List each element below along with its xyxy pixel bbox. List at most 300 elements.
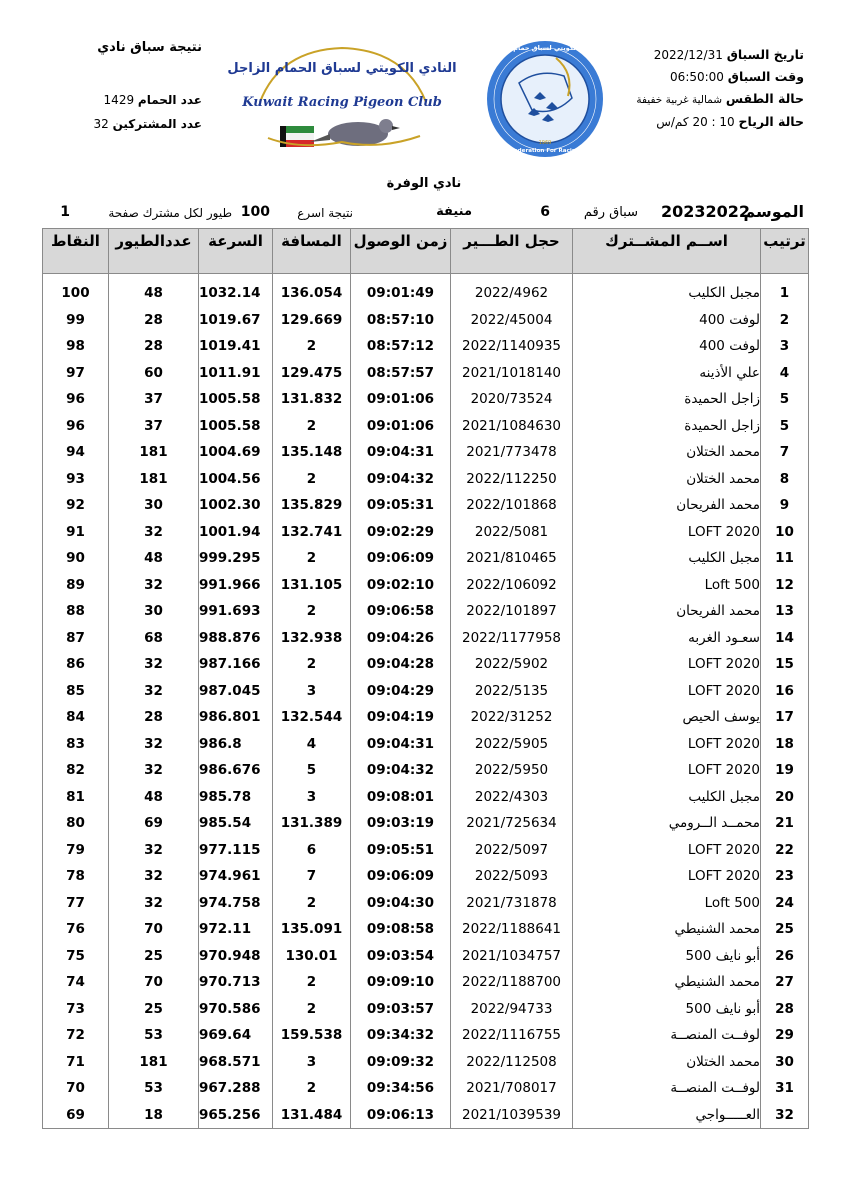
cell-ring: 2022/1188700 — [451, 969, 573, 996]
cell-ring: 2021/773478 — [451, 439, 573, 466]
cell-points: 94 — [43, 439, 109, 466]
cell-birds: 18 — [109, 1102, 199, 1129]
table-row — [43, 678, 809, 705]
cell-points: 86 — [43, 651, 109, 678]
club-name: نادي الوفرة — [386, 176, 462, 191]
cell-participant: محمد الشنيطي — [573, 969, 761, 996]
cell-speed: 1011.91 — [199, 360, 273, 387]
cell-birds: 30 — [109, 492, 199, 519]
cell-rank: 2 — [761, 307, 809, 334]
cell-speed: 985.54 — [199, 810, 273, 837]
cell-speed: 974.758 — [199, 890, 273, 917]
cell-distance: 5 — [273, 757, 351, 784]
federation-logo-arabic: الاتحاد الكويتي لسباق حمام الزاجل — [489, 44, 601, 52]
cell-speed: 974.961 — [199, 863, 273, 890]
cell-distance: 2 — [273, 333, 351, 360]
cell-ring: 2022/45004 — [451, 307, 573, 334]
club-logo-arabic: النادي الكويتي لسباق الحمام الزاجل — [227, 61, 457, 76]
cell-birds: 32 — [109, 651, 199, 678]
cell-birds: 53 — [109, 1022, 199, 1049]
cell-participant: LOFT 2020 — [573, 678, 761, 705]
cell-participant: زاجل الحميدة — [573, 413, 761, 440]
cell-rank: 24 — [761, 890, 809, 917]
cell-distance: 2 — [273, 598, 351, 625]
cell-participant: زاجل الحميدة — [573, 386, 761, 413]
cell-birds: 32 — [109, 519, 199, 546]
cell-rank: 28 — [761, 996, 809, 1023]
cell-ring: 2022/1188641 — [451, 916, 573, 943]
cell-ring: 2021/1018140 — [451, 360, 573, 387]
cell-participant: مجبل الكليب — [573, 784, 761, 811]
cell-rank: 25 — [761, 916, 809, 943]
cell-speed: 1032.14 — [199, 280, 273, 307]
cell-rank: 9 — [761, 492, 809, 519]
cell-ring: 2022/112508 — [451, 1049, 573, 1076]
cell-rank: 15 — [761, 651, 809, 678]
cell-points: 75 — [43, 943, 109, 970]
cell-points: 69 — [43, 1102, 109, 1129]
cell-ring: 2021/731878 — [451, 890, 573, 917]
cell-arrival-time: 09:06:09 — [351, 863, 451, 890]
cell-participant: Loft 500 — [573, 890, 761, 917]
table-row — [43, 280, 809, 307]
wind-value: 10 : 20 كم/س — [656, 115, 735, 129]
cell-rank: 31 — [761, 1075, 809, 1102]
cell-speed: 986.676 — [199, 757, 273, 784]
cell-points: 97 — [43, 360, 109, 387]
cell-distance: 131.484 — [273, 1102, 351, 1129]
results-table — [42, 228, 809, 1129]
race-time: 06:50:00 — [670, 70, 724, 84]
cell-birds: 32 — [109, 757, 199, 784]
cell-distance: 129.669 — [273, 307, 351, 334]
cell-rank: 19 — [761, 757, 809, 784]
cell-arrival-time: 09:05:51 — [351, 837, 451, 864]
cell-rank: 1 — [761, 280, 809, 307]
cell-participant: محمد الفريحان — [573, 492, 761, 519]
table-row — [43, 757, 809, 784]
cell-participant: محمد الشنيطي — [573, 916, 761, 943]
table-row — [43, 784, 809, 811]
cell-points: 89 — [43, 572, 109, 599]
cell-arrival-time: 09:08:01 — [351, 784, 451, 811]
cell-points: 96 — [43, 386, 109, 413]
cell-ring: 2021/1034757 — [451, 943, 573, 970]
col-points-header: النقاط — [43, 229, 109, 274]
cell-speed: 988.876 — [199, 625, 273, 652]
cell-distance: 7 — [273, 863, 351, 890]
cell-rank: 14 — [761, 625, 809, 652]
cell-rank: 3 — [761, 333, 809, 360]
cell-speed: 1004.69 — [199, 439, 273, 466]
cell-speed: 986.8 — [199, 731, 273, 758]
cell-participant: LOFT 2020 — [573, 757, 761, 784]
cell-birds: 181 — [109, 466, 199, 493]
cell-distance: 135.829 — [273, 492, 351, 519]
race-number-label: سباق رقم — [583, 205, 638, 220]
cell-rank: 20 — [761, 784, 809, 811]
table-row — [43, 545, 809, 572]
table-row — [43, 890, 809, 917]
cell-arrival-time: 09:06:13 — [351, 1102, 451, 1129]
cell-arrival-time: 09:04:30 — [351, 890, 451, 917]
cell-participant: محمد الختلان — [573, 466, 761, 493]
cell-rank: 32 — [761, 1102, 809, 1129]
cell-arrival-time: 09:03:54 — [351, 943, 451, 970]
cell-arrival-time: 09:01:49 — [351, 280, 451, 307]
cell-speed: 1002.30 — [199, 492, 273, 519]
participants-count-line — [82, 117, 202, 131]
cell-points: 70 — [43, 1075, 109, 1102]
cell-arrival-time: 09:09:32 — [351, 1049, 451, 1076]
cell-speed: 977.115 — [199, 837, 273, 864]
cell-birds: 32 — [109, 890, 199, 917]
table-row — [43, 1075, 809, 1102]
cell-ring: 2022/101868 — [451, 492, 573, 519]
cell-points: 82 — [43, 757, 109, 784]
cell-distance: 4 — [273, 731, 351, 758]
pigeons-count: 1429 — [103, 93, 135, 107]
cell-ring: 2022/5097 — [451, 837, 573, 864]
cell-birds: 25 — [109, 943, 199, 970]
cell-participant: العـــــواجي — [573, 1102, 761, 1129]
cell-distance: 131.389 — [273, 810, 351, 837]
cell-participant: لوفت 400 — [573, 333, 761, 360]
per-participant-label: طيور لكل مشترك صفحة — [108, 206, 232, 220]
cell-participant: محمد الختلان — [573, 1049, 761, 1076]
wind-label: حالة الرياح — [738, 114, 804, 129]
cell-participant: لوفــت المنصــة — [573, 1075, 761, 1102]
table-row — [43, 386, 809, 413]
cell-participant: مجبل الكليب — [573, 280, 761, 307]
cell-rank: 5 — [761, 413, 809, 440]
cell-rank: 23 — [761, 863, 809, 890]
cell-speed: 985.78 — [199, 784, 273, 811]
cell-distance: 2 — [273, 996, 351, 1023]
cell-arrival-time: 09:01:06 — [351, 413, 451, 440]
cell-speed: 968.571 — [199, 1049, 273, 1076]
cell-participant: محمد الفريحان — [573, 598, 761, 625]
table-row — [43, 333, 809, 360]
cell-points: 73 — [43, 996, 109, 1023]
table-row — [43, 466, 809, 493]
cell-points: 96 — [43, 413, 109, 440]
cell-birds: 60 — [109, 360, 199, 387]
cell-birds: 70 — [109, 916, 199, 943]
page-number: 1 — [60, 204, 70, 220]
cell-points: 81 — [43, 784, 109, 811]
cell-distance: 135.148 — [273, 439, 351, 466]
cell-participant: يوسف الحيص — [573, 704, 761, 731]
cell-birds: 28 — [109, 307, 199, 334]
cell-participant: Loft 500 — [573, 572, 761, 599]
cell-birds: 70 — [109, 969, 199, 996]
result-count: 100 — [240, 204, 270, 220]
cell-speed: 1019.41 — [199, 333, 273, 360]
cell-birds: 48 — [109, 784, 199, 811]
col-rank-header: ترتيب — [761, 229, 809, 274]
cell-birds: 30 — [109, 598, 199, 625]
cell-ring: 2021/1084630 — [451, 413, 573, 440]
cell-distance: 6 — [273, 837, 351, 864]
cell-arrival-time: 09:05:31 — [351, 492, 451, 519]
cell-birds: 181 — [109, 439, 199, 466]
cell-ring: 2022/101897 — [451, 598, 573, 625]
weather-value: شمالية غربية خفيفة — [636, 94, 723, 106]
cell-speed: 969.64 — [199, 1022, 273, 1049]
cell-rank: 12 — [761, 572, 809, 599]
cell-ring: 2022/5950 — [451, 757, 573, 784]
col-name-header: اســم المشــترك — [573, 229, 761, 274]
cell-distance: 132.544 — [273, 704, 351, 731]
cell-points: 76 — [43, 916, 109, 943]
table-row — [43, 519, 809, 546]
summary-block — [82, 40, 202, 131]
cell-birds: 32 — [109, 572, 199, 599]
cell-rank: 18 — [761, 731, 809, 758]
cell-distance: 129.475 — [273, 360, 351, 387]
cell-speed: 1019.67 — [199, 307, 273, 334]
table-row — [43, 598, 809, 625]
table-row — [43, 943, 809, 970]
cell-ring: 2022/4962 — [451, 280, 573, 307]
cell-participant: محمد الختلان — [573, 439, 761, 466]
cell-birds: 69 — [109, 810, 199, 837]
col-ring-header: حجل الطـــير — [451, 229, 573, 274]
cell-rank: 22 — [761, 837, 809, 864]
cell-speed: 970.713 — [199, 969, 273, 996]
table-row — [43, 360, 809, 387]
cell-arrival-time: 09:34:56 — [351, 1075, 451, 1102]
cell-distance: 132.741 — [273, 519, 351, 546]
club-logo — [227, 42, 457, 154]
cell-speed: 965.256 — [199, 1102, 273, 1129]
cell-ring: 2022/5902 — [451, 651, 573, 678]
cell-speed: 1001.94 — [199, 519, 273, 546]
federation-logo-year: 1969 — [538, 140, 552, 146]
race-time-label: وقت السباق — [727, 69, 804, 84]
cell-arrival-time: 09:08:58 — [351, 916, 451, 943]
cell-distance: 3 — [273, 678, 351, 705]
table-row — [43, 1022, 809, 1049]
cell-distance: 3 — [273, 1049, 351, 1076]
table-header-row — [43, 229, 809, 274]
cell-participant: محمــد الــرومي — [573, 810, 761, 837]
cell-rank: 10 — [761, 519, 809, 546]
table-row — [43, 837, 809, 864]
cell-distance: 2 — [273, 545, 351, 572]
cell-ring: 2021/708017 — [451, 1075, 573, 1102]
cell-participant: LOFT 2020 — [573, 651, 761, 678]
cell-birds: 32 — [109, 837, 199, 864]
cell-points: 71 — [43, 1049, 109, 1076]
results-body — [43, 274, 809, 1129]
race-number: 6 — [540, 204, 550, 220]
pigeons-label: عدد الحمام — [137, 93, 202, 107]
cell-rank: 5 — [761, 386, 809, 413]
cell-birds: 68 — [109, 625, 199, 652]
cell-birds: 32 — [109, 731, 199, 758]
cell-points: 92 — [43, 492, 109, 519]
club-logo-english: Kuwait Racing Pigeon Club — [242, 95, 442, 110]
cell-rank: 7 — [761, 439, 809, 466]
cell-arrival-time: 09:04:31 — [351, 439, 451, 466]
cell-rank: 13 — [761, 598, 809, 625]
cell-participant: سعـود الغربه — [573, 625, 761, 652]
cell-ring: 2021/725634 — [451, 810, 573, 837]
cell-rank: 4 — [761, 360, 809, 387]
season-value: 20232022 — [660, 202, 750, 221]
cell-arrival-time: 09:04:29 — [351, 678, 451, 705]
cell-participant: لوفت 400 — [573, 307, 761, 334]
cell-speed: 991.966 — [199, 572, 273, 599]
cell-arrival-time: 08:57:57 — [351, 360, 451, 387]
cell-points: 84 — [43, 704, 109, 731]
participants-label: عدد المشتركين — [112, 117, 202, 131]
cell-ring: 2022/31252 — [451, 704, 573, 731]
cell-arrival-time: 09:04:32 — [351, 757, 451, 784]
season-label: الموسم — [743, 202, 804, 221]
table-row — [43, 1102, 809, 1129]
race-location: منيفة — [436, 204, 472, 219]
cell-speed: 991.693 — [199, 598, 273, 625]
cell-speed: 972.11 — [199, 916, 273, 943]
cell-arrival-time: 09:02:10 — [351, 572, 451, 599]
federation-logo-english: Kuwait Federation For Racing Pigeon — [486, 148, 604, 154]
cell-birds: 25 — [109, 996, 199, 1023]
cell-points: 78 — [43, 863, 109, 890]
cell-ring: 2022/5093 — [451, 863, 573, 890]
cell-speed: 967.288 — [199, 1075, 273, 1102]
pigeons-count-line — [82, 93, 202, 107]
cell-arrival-time: 09:04:32 — [351, 466, 451, 493]
cell-points: 91 — [43, 519, 109, 546]
cell-distance: 132.938 — [273, 625, 351, 652]
cell-rank: 29 — [761, 1022, 809, 1049]
table-row — [43, 307, 809, 334]
cell-points: 99 — [43, 307, 109, 334]
cell-birds: 28 — [109, 704, 199, 731]
cell-participant: علي الأذينه — [573, 360, 761, 387]
cell-speed: 1005.58 — [199, 413, 273, 440]
table-row — [43, 572, 809, 599]
cell-arrival-time: 09:34:32 — [351, 1022, 451, 1049]
table-row — [43, 625, 809, 652]
table-row — [43, 413, 809, 440]
cell-distance: 130.01 — [273, 943, 351, 970]
table-row — [43, 492, 809, 519]
cell-rank: 16 — [761, 678, 809, 705]
cell-speed: 987.045 — [199, 678, 273, 705]
cell-ring: 2022/112250 — [451, 466, 573, 493]
cell-birds: 37 — [109, 413, 199, 440]
cell-ring: 2022/5081 — [451, 519, 573, 546]
wind-line — [636, 111, 804, 133]
cell-distance: 2 — [273, 1075, 351, 1102]
weather-label: حالة الطقس — [725, 91, 804, 106]
cell-birds: 32 — [109, 678, 199, 705]
race-date-line — [636, 44, 804, 66]
cell-birds: 48 — [109, 280, 199, 307]
cell-points: 100 — [43, 280, 109, 307]
cell-participant: LOFT 2020 — [573, 731, 761, 758]
cell-points: 93 — [43, 466, 109, 493]
col-birds-header: عددالطيور — [109, 229, 199, 274]
cell-ring: 2022/1116755 — [451, 1022, 573, 1049]
participants-count: 32 — [93, 117, 109, 131]
cell-rank: 8 — [761, 466, 809, 493]
col-distance-header: المسافة — [273, 229, 351, 274]
cell-arrival-time: 09:06:58 — [351, 598, 451, 625]
col-arrival-header: زمن الوصول — [351, 229, 451, 274]
cell-birds: 28 — [109, 333, 199, 360]
table-row — [43, 916, 809, 943]
cell-ring: 2022/106092 — [451, 572, 573, 599]
table-row — [43, 704, 809, 731]
cell-distance: 131.832 — [273, 386, 351, 413]
race-date-label: تاريخ السباق — [726, 47, 804, 62]
cell-points: 98 — [43, 333, 109, 360]
cell-birds: 37 — [109, 386, 199, 413]
cell-rank: 11 — [761, 545, 809, 572]
table-row — [43, 863, 809, 890]
table-row — [43, 651, 809, 678]
cell-ring: 2022/1177958 — [451, 625, 573, 652]
cell-rank: 27 — [761, 969, 809, 996]
cell-distance: 136.054 — [273, 280, 351, 307]
cell-ring: 2021/810465 — [451, 545, 573, 572]
cell-arrival-time: 08:57:10 — [351, 307, 451, 334]
table-row — [43, 996, 809, 1023]
cell-distance: 135.091 — [273, 916, 351, 943]
cell-participant: LOFT 2020 — [573, 519, 761, 546]
cell-distance: 2 — [273, 969, 351, 996]
table-row — [43, 439, 809, 466]
federation-logo — [484, 38, 606, 160]
cell-speed: 999.295 — [199, 545, 273, 572]
table-row — [43, 969, 809, 996]
cell-rank: 26 — [761, 943, 809, 970]
cell-ring: 2020/73524 — [451, 386, 573, 413]
cell-points: 77 — [43, 890, 109, 917]
cell-speed: 1004.56 — [199, 466, 273, 493]
cell-distance: 159.538 — [273, 1022, 351, 1049]
cell-participant: أبو نايف 500 — [573, 996, 761, 1023]
cell-ring: 2022/1140935 — [451, 333, 573, 360]
cell-speed: 970.586 — [199, 996, 273, 1023]
cell-points: 72 — [43, 1022, 109, 1049]
race-date: 2022/12/31 — [653, 48, 723, 62]
cell-speed: 986.801 — [199, 704, 273, 731]
cell-rank: 21 — [761, 810, 809, 837]
cell-participant: مجبل الكليب — [573, 545, 761, 572]
cell-distance: 3 — [273, 784, 351, 811]
cell-distance: 2 — [273, 890, 351, 917]
table-row — [43, 731, 809, 758]
table-row — [43, 1049, 809, 1076]
cell-speed: 1005.58 — [199, 386, 273, 413]
cell-birds: 48 — [109, 545, 199, 572]
table-row — [43, 810, 809, 837]
cell-points: 83 — [43, 731, 109, 758]
cell-birds: 32 — [109, 863, 199, 890]
cell-ring: 2022/5135 — [451, 678, 573, 705]
cell-rank: 17 — [761, 704, 809, 731]
cell-speed: 987.166 — [199, 651, 273, 678]
cell-ring: 2022/4303 — [451, 784, 573, 811]
cell-arrival-time: 09:09:10 — [351, 969, 451, 996]
cell-arrival-time: 08:57:12 — [351, 333, 451, 360]
